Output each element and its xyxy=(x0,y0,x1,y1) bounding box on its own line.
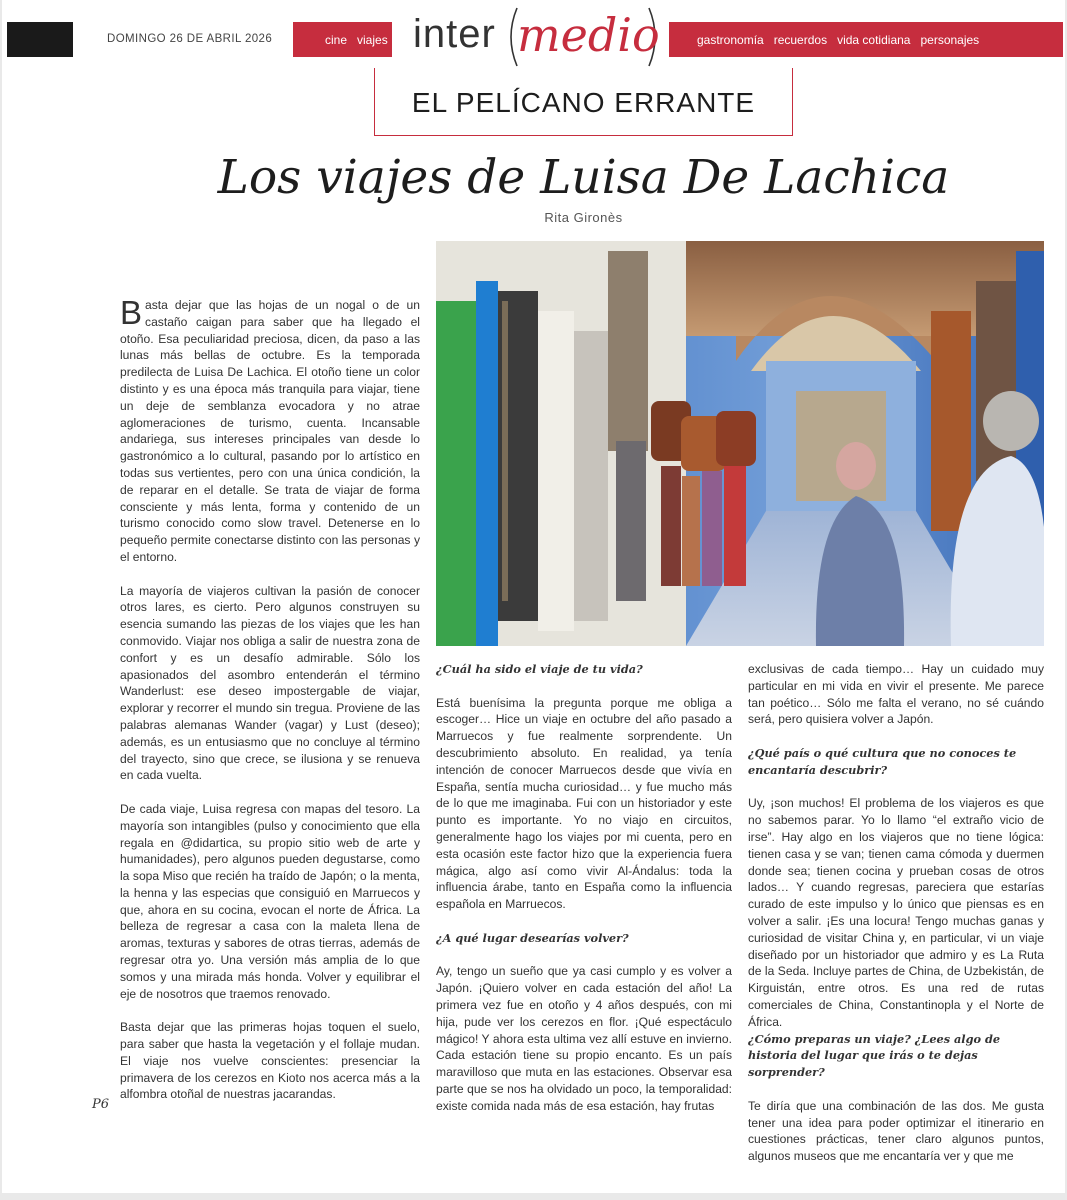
interview-question-4: ¿Cómo preparas un viaje? ¿Lees algo de historia del lugar que irás o te dejas sorprender? xyxy=(748,1031,1001,1080)
logo-inter-text: inter xyxy=(413,12,496,56)
interview-question-2: ¿A qué lugar desearías volver? xyxy=(436,930,629,945)
interview-question-1: ¿Cuál ha sido el viaje de tu vida? xyxy=(436,662,643,676)
interview-answer-2-continued: exclusivas de cada tiempo… Hay un cuidado muy particular en mi vida en vivir el presente. Me parece tan poético… Sólo me falta el verano, no sé cuándo será, pero quisiera volver a Japón. xyxy=(748,662,1044,727)
nav-link-recuerdos[interactable]: recuerdos xyxy=(773,32,828,47)
article-title: Los viajes de Luisa De Lachica xyxy=(217,150,950,205)
interview-answer-4: Te diría que una combinación de las dos. Me gusta tener una idea para poder optimizar el itinerario en cuestiones prácticas, tener claro algunos puntos, algunos museos que me encantaría ver y que me xyxy=(748,1098,1044,1164)
paragraph-intro-text: asta dejar que las hojas de un nogal o de un castaño caigan para saber que ha llegado el otoño. Esa peculiaridad preciosa, dicen, da paso a las lunas más bellas de octubre. Es la temporada predilecta de Luisa De Lachica. El otoño tiene un color distinto y es una época más tranquila para viajar, tiene un deje de semblanza evocadora y no atrae aglomeraciones de turismo, cuenta. Incansable andariega, sus intereses principales van desde lo gastronómico a lo cultural, pasando por lo artístico en todas sus vertientes, pero con una única condición, la de reparar en el detalle. Se trata de viajar de forma consciente y más lenta, forma y contenido de un turismo conocido como slow travel. Detenerse en lo pequeño permite conectarse distinto con las personas y el entorno. xyxy=(120,298,420,564)
interview-answer-3: Uy, ¡son muchos! El problema de los viajeros es que no sabemos parar. Yo lo llamo “el extraño vicio de irse”. Hay algo en los viajeros que no tiene lógica: tienen casa y se van; tienen cama cómoda y duermen donde sea; tienen cocina y prueban cosas de otros lados… Y cuando regresas, pareciera que estarías curado de este impulso y lo único que piensas es en volver a salir. ¡Es una locura! Tengo muchas ganas y curiosidad de visitar China y, en particular, vi un viaje diseñado por un historiador que admiro y es La Ruta de la Seda. Incluye partes de China, de Uzbekistán, de Kirguistán, entre otros. Es una red de rutas comerciales de China, Constantinopla y el Norte de África. xyxy=(748,796,1044,1029)
nav-link-gastronomia[interactable]: gastronomía xyxy=(697,32,764,47)
article-column-1 xyxy=(120,294,420,1120)
paragraph-intro xyxy=(120,294,420,566)
nav-link-vida-cotidiana[interactable]: vida cotidiana xyxy=(837,32,911,47)
section-title: EL PELÍCANO ERRANTE xyxy=(411,87,756,118)
nav-link-cine[interactable]: cine xyxy=(325,32,348,47)
page-number: P6 xyxy=(92,1097,110,1112)
black-corner-tab xyxy=(7,22,73,57)
newspaper-page xyxy=(2,0,1065,1193)
article-author: Rita Gironès xyxy=(544,210,623,225)
intermedio-logo[interactable] xyxy=(395,6,669,68)
article-column-3 xyxy=(748,661,1044,1182)
nav-bar-left xyxy=(293,22,392,57)
interview-answer-1: Está buenísima la pregunta porque me obliga a escoger… Hice un viaje en octubre del año pasado a Marruecos y fue realmente sorprendente. Un descubrimiento absoluto. En realidad, ya tenía intención de conocer Marruecos desde que vivía en España, sentía mucha curiosidad… y fue mucho más de lo que me imaginaba. Fui con un historiador y este punto es importante. Yo no viajo en circuitos, generalmente hago los viajes por mi cuenta, pero en esta ocasión este factor hizo que la experiencia fuera mágica, algo así como vivir Al-Ándalus: toda la influencia árabe, tanto en España como la influencia española en Marruecos. xyxy=(436,695,732,912)
logo-medio-text: medio xyxy=(517,8,660,62)
nav-bar-right xyxy=(669,22,1063,57)
paragraph-wanderlust: La mayoría de viajeros cultivan la pasión de conocer otros lares, es cierto. Pero algunos construyen su esencia sumando las piezas de los viajes que les han conmovido. Viajar nos obliga a salir de nuestra zona de confort y es un desafío admirable. Sólo los apasionados del asombro entenderán el término Wanderlust: ese deseo impostergable de viajar, explorar y recorrer el mundo sin tregua. Proviene de las palabras alemanas Wander (vagar) y Lust (deseo); además, es un entusiasmo que no concluye al término del trayecto, sino que crece, se ilusiona y se renueva en cada vuelta. xyxy=(120,583,420,783)
interview-question-3: ¿Qué país o qué cultura que no conoces te encantaría descubrir? xyxy=(748,745,1017,777)
nav-link-personajes[interactable]: personajes xyxy=(920,32,980,47)
nav-link-viajes[interactable]: viajes xyxy=(357,32,388,47)
paragraph-mapas: De cada viaje, Luisa regresa con mapas del tesoro. La mayoría son intangibles (pulso y conocimiento que ella regala en @didartica, su propio sitio web de arte y humanidades), pero algunos pueden degustarse, como la sopa Miso que recién ha traído de Japón; o la menta, la henna y las especias que consiguió en Marruecos y que, ahora en su cocina, evocan el norte de África. La belleza de regresar a casa con la maleta llena de aromas, texturas y sabores de otras tierras, además de regresar otra yo. Una versión más amplia de lo que somos y una mirada más honda. Volver y equilibrar el eje de nosotros que traemos renovado. xyxy=(120,801,420,1001)
issue-date: DOMINGO 26 DE ABRIL 2026 xyxy=(107,33,273,45)
section-header-box xyxy=(374,68,793,136)
drop-cap: B xyxy=(120,294,143,331)
paragraph-closing: Basta dejar que las primeras hojas toquen el suelo, para saber que hasta la vegetación y el follaje mudan. El viaje nos vuelve conscientes: presenciar la primavera de los cerezos en Kioto nos acerca más a la alfombra otoñal de nuestras jacarandas. xyxy=(120,1020,420,1102)
article-photo xyxy=(436,241,1044,646)
article-column-2 xyxy=(436,661,732,1131)
interview-answer-2: Ay, tengo un sueño que ya casi cumplo y es volver a Japón. ¡Quiero volver en cada estación del año! La primera vez fue en otoño y 4 años después, con mi hija, pude ver los cerezos en flor. ¡Qué espectáculo mágico! Y ahora esta ultima vez allí estuve en invierno. Cada estación tiene su propio encanto. Es un país maravilloso que muta en las estaciones. Observar esa parte que se nos ha olvidado un poco, la temporalidad: existe comida nada más de esa estación, hay frutas xyxy=(436,964,732,1113)
